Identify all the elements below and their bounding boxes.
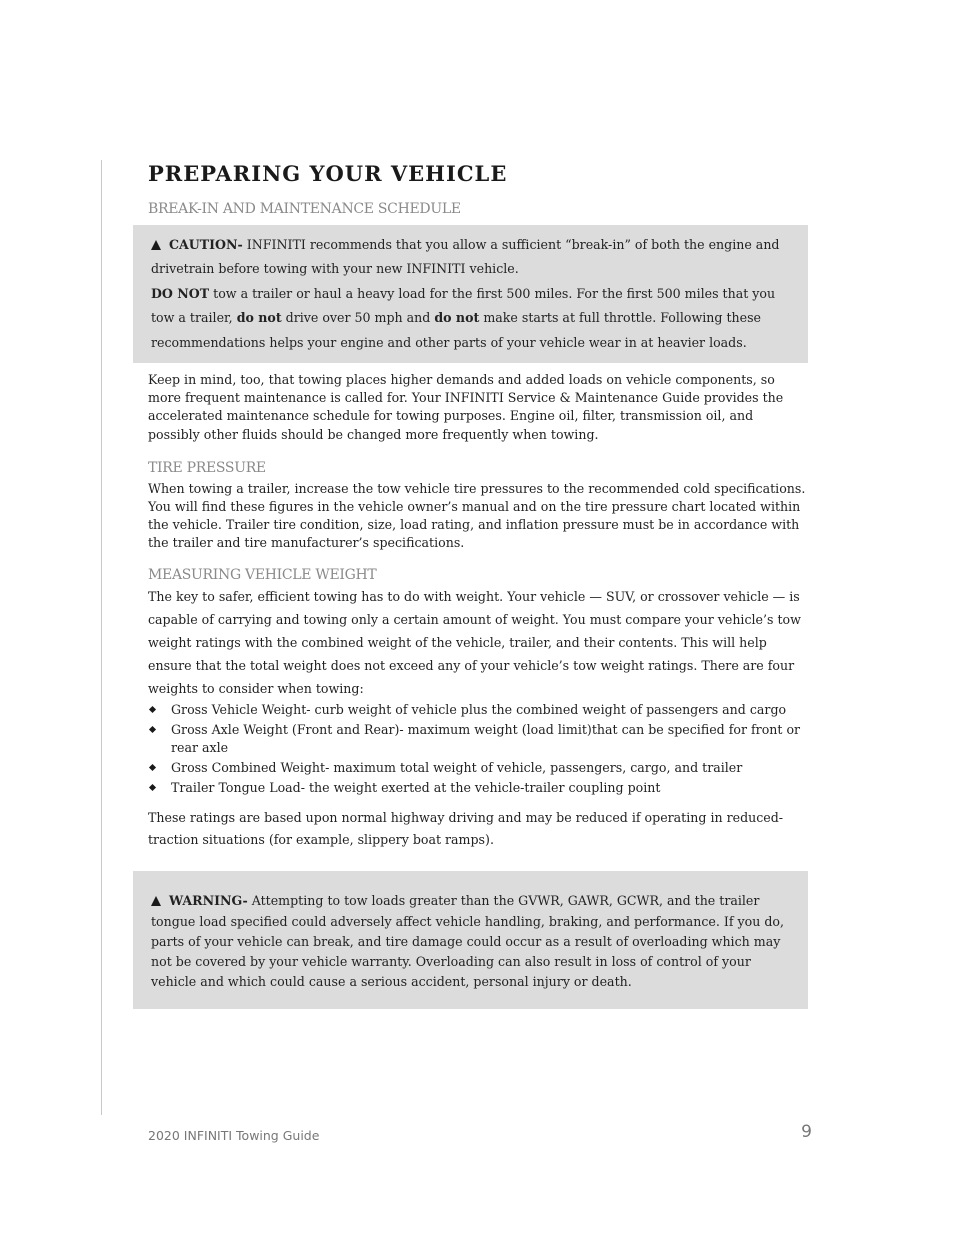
- page-title: PREPARING YOUR VEHICLE: [148, 161, 508, 186]
- caution-text-2a: tow a trailer or haul a heavy load for the first 500 miles. For the first 500 miles that you tow a trailer,: [151, 285, 776, 326]
- list-item: [148, 701, 808, 719]
- do-not-label: DO NOT: [151, 285, 210, 301]
- ratings-paragraph: These ratings are based upon normal highway driving and may be reduced if operating in reduced-traction situations (for example, slippery boat ramps).: [148, 809, 784, 848]
- maintenance-paragraph: Keep in mind, too, that towing places higher demands and added loads on vehicle components, so more frequent maintenance is called for. Your INFINITI Service & Maintenance Guide provides the accelerated maintenance schedule for towing purposes. Engine oil, filter, transmission oil, and possibly other fluids should be changed more frequently when towing.: [148, 372, 784, 442]
- section-heading-vehicle-weight: MEASURING VEHICLE WEIGHT: [148, 566, 377, 583]
- weight-list: [148, 701, 808, 797]
- warning-text: [151, 891, 794, 992]
- caution-text-2: [151, 282, 794, 355]
- list-item: [148, 759, 808, 777]
- list-item-text: Gross Combined Weight- maximum total weight of vehicle, passengers, cargo, and trailer: [171, 759, 743, 775]
- page-footer: [148, 1122, 812, 1143]
- margin-rule: [101, 160, 102, 1115]
- caution-label: CAUTION-: [169, 237, 243, 252]
- warning-body: Attempting to tow loads greater than the GVWR, GAWR, GCWR, and the trailer tongue load specified could adversely affect vehicle handling, braking, and performance. If you do, parts of your vehicle can break, and tire damage could occur as a result of overloading which may not be covered by your vehicle warranty. Overloading can also result in loss of control of your vehicle and which could cause a serious accident, personal injury or death.: [151, 893, 784, 990]
- caution-text-2b: drive over 50 mph and: [281, 310, 435, 326]
- diamond-bullet-icon: [149, 706, 156, 713]
- list-item: [148, 779, 808, 797]
- do-not-inline-2: do not: [434, 310, 480, 326]
- caution-text: [151, 233, 794, 282]
- caution-text-1: INFINITI recommends that you allow a sufficient “break-in” of both the engine and drivetrain before towing with your new INFINITI vehicle.: [151, 237, 780, 277]
- warning-triangle-icon: [151, 896, 161, 906]
- diamond-bullet-icon: [149, 784, 156, 791]
- list-item-text: Trailer Tongue Load- the weight exerted at the vehicle-trailer coupling point: [171, 779, 661, 795]
- list-item: [148, 721, 808, 757]
- tire-pressure-paragraph: When towing a trailer, increase the tow vehicle tire pressures to the recommended cold specifications. You will find these figures in the vehicle owner’s manual and on the tire pressure chart located within the vehicle. Trailer tire condition, size, load rating, and inflation pressure must be in accordance with the trailer and tire manufacturer’s specifications.: [148, 480, 806, 551]
- list-item-text: Gross Axle Weight (Front and Rear)- maximum weight (load limit)that can be specified for front or rear axle: [171, 721, 801, 755]
- warning-triangle-icon: [151, 240, 161, 250]
- diamond-bullet-icon: [149, 764, 156, 771]
- section-heading-tire-pressure: TIRE PRESSURE: [148, 459, 266, 476]
- diamond-bullet-icon: [149, 726, 156, 733]
- page-content: [148, 160, 808, 1009]
- vehicle-weight-paragraph: The key to safer, efficient towing has to do with weight. Your vehicle — SUV, or crossover vehicle — is capable of carrying and towing only a certain amount of weight. You must compare your vehicle’s tow weight ratings with the combined weight of the vehicle, trailer, and their contents. This will help ensure that the total weight does not exceed any of your vehicle’s tow weight ratings. There are four weights to consider when towing:: [148, 588, 801, 697]
- do-not-inline-1: do not: [236, 310, 282, 326]
- list-item-text: Gross Vehicle Weight- curb weight of vehicle plus the combined weight of passengers and cargo: [171, 701, 787, 717]
- page-number: 9: [801, 1122, 812, 1142]
- caution-text-2c: make starts at full throttle. Following these recommendations helps your engine and other parts of your vehicle wear in at heavier loads.: [151, 310, 762, 350]
- footer-guide-title: 2020 INFINITI Towing Guide: [148, 1128, 320, 1143]
- warning-label: WARNING-: [169, 893, 248, 909]
- section-heading-break-in: BREAK-IN AND MAINTENANCE SCHEDULE: [148, 201, 461, 217]
- warning-box: [133, 871, 808, 1008]
- caution-box: [133, 225, 808, 363]
